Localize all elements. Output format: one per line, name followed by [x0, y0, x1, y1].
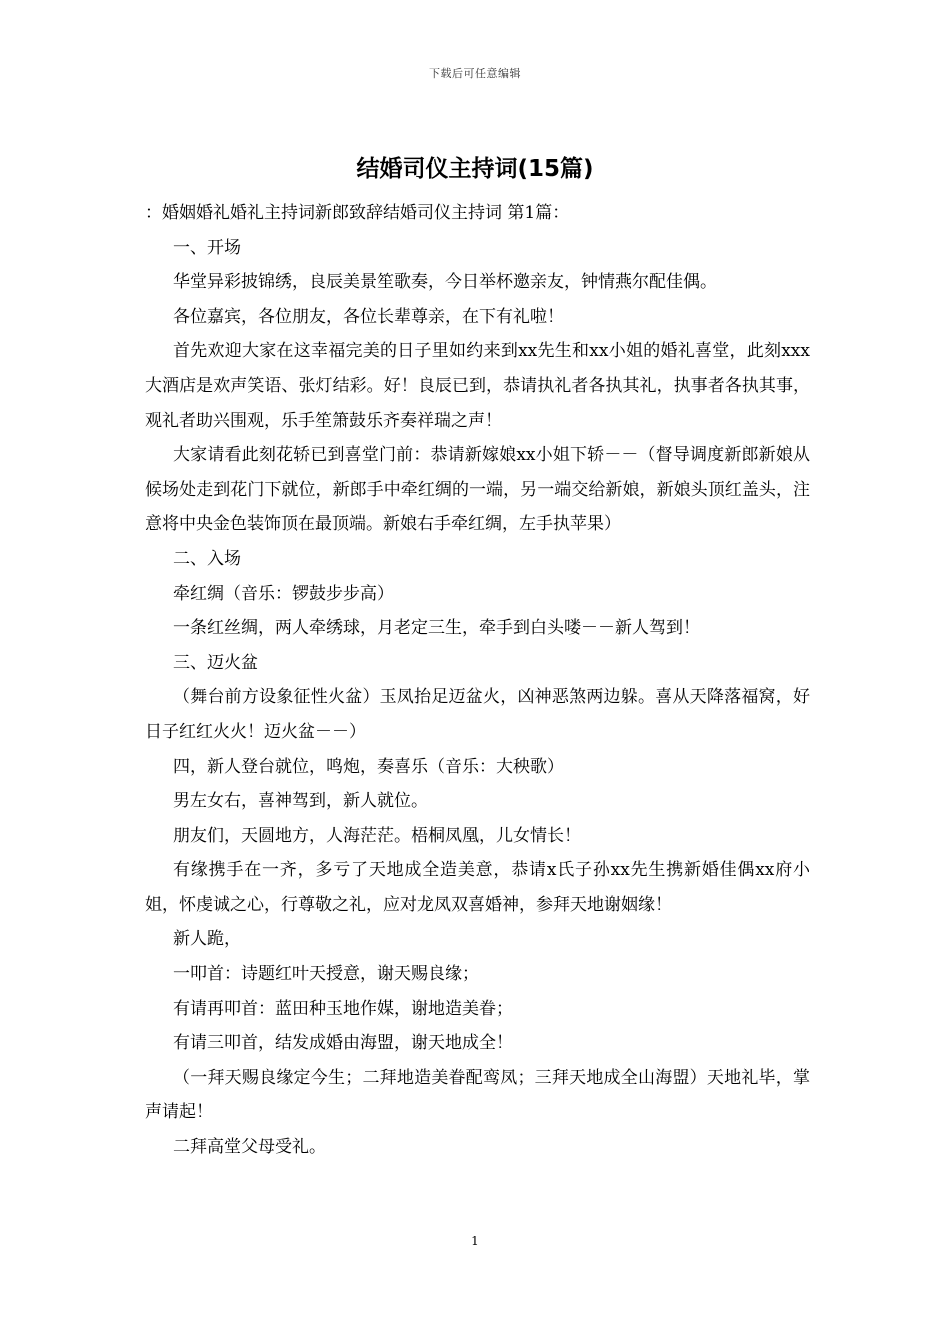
paragraph: 首先欢迎大家在这幸福完美的日子里如约来到xx先生和xx小姐的婚礼喜堂，此刻xxx大酒店是欢声笑语、张灯结彩。好！良辰已到，恭请执礼者各执其礼，执事者各执其事，观礼者助兴围观，乐手笙箫鼓乐齐奏祥瑞之声！: [145, 341, 810, 431]
paragraph: （一拜天赐良缘定今生；二拜地造美眷配鸾凤；三拜天地成全山海盟）天地礼毕，掌声请起！: [145, 1067, 810, 1123]
paragraph: 朋友们，天圆地方，人海茫茫。梧桐凤凰，儿女情长！: [173, 825, 581, 846]
paragraph: 一、开场: [173, 237, 241, 258]
paragraph: 大家请看此刻花轿已到喜堂门前：恭请新嫁娘xx小姐下轿－－（督导调度新郎新娘从候场处走到花门下就位，新郎手中牵红绸的一端，另一端交给新娘，新娘头顶红盖头，注意将中央金色装饰顶在最顶端。新娘右手牵红绸，左手执苹果）: [145, 445, 810, 535]
paragraph: 有缘携手在一齐，多亏了天地成全造美意，恭请x氏子孙xx先生携新婚佳偶xx府小姐，怀虔诚之心，行尊敬之礼，应对龙凤双喜婚神，参拜天地谢姻缘！: [145, 860, 810, 915]
paragraph: 四，新人登台就位，鸣炮，奏喜乐（音乐：大秧歌）: [173, 756, 564, 777]
document-body: [145, 196, 810, 1165]
paragraph: 各位嘉宾，各位朋友，各位长辈尊亲，在下有礼啦！: [173, 306, 564, 327]
document-title: 结婚司仪主持词(15篇): [356, 156, 594, 182]
paragraph: 有请再叩首：蓝田种玉地作媒，谢地造美眷；: [173, 998, 513, 1019]
paragraph: 牵红绸（音乐：锣鼓步步高）: [173, 583, 394, 604]
paragraph: ：婚姻婚礼婚礼主持词新郎致辞结婚司仪主持词 第1篇：: [145, 203, 570, 223]
paragraph: 二拜高堂父母受礼。: [173, 1137, 326, 1158]
page-number: 1: [471, 1234, 479, 1248]
paragraph: 二、入场: [173, 548, 241, 569]
paragraph: 一条红丝绸，两人牵绣球，月老定三生，牵手到白头喽－－新人驾到！: [173, 618, 700, 639]
page-header: 下载后可任意编辑: [429, 67, 521, 80]
paragraph: 有请三叩首，结发成婚由海盟，谢天地成全！: [173, 1033, 513, 1054]
paragraph: 新人跪，: [173, 929, 241, 950]
paragraph: （舞台前方设象征性火盆）玉凤抬足迈盆火，凶神恶煞两边躲。喜从天降落福窝，好日子红红火火！迈火盆－－）: [145, 687, 810, 742]
paragraph: 男左女右，喜神驾到，新人就位。: [173, 791, 428, 812]
paragraph: 一叩首：诗题红叶天授意，谢天赐良缘；: [173, 964, 479, 985]
paragraph: 三、迈火盆: [173, 652, 258, 673]
paragraph: 华堂异彩披锦绣，良辰美景笙歌奏，今日举杯邀亲友，钟情燕尔配佳偶。: [173, 272, 717, 293]
